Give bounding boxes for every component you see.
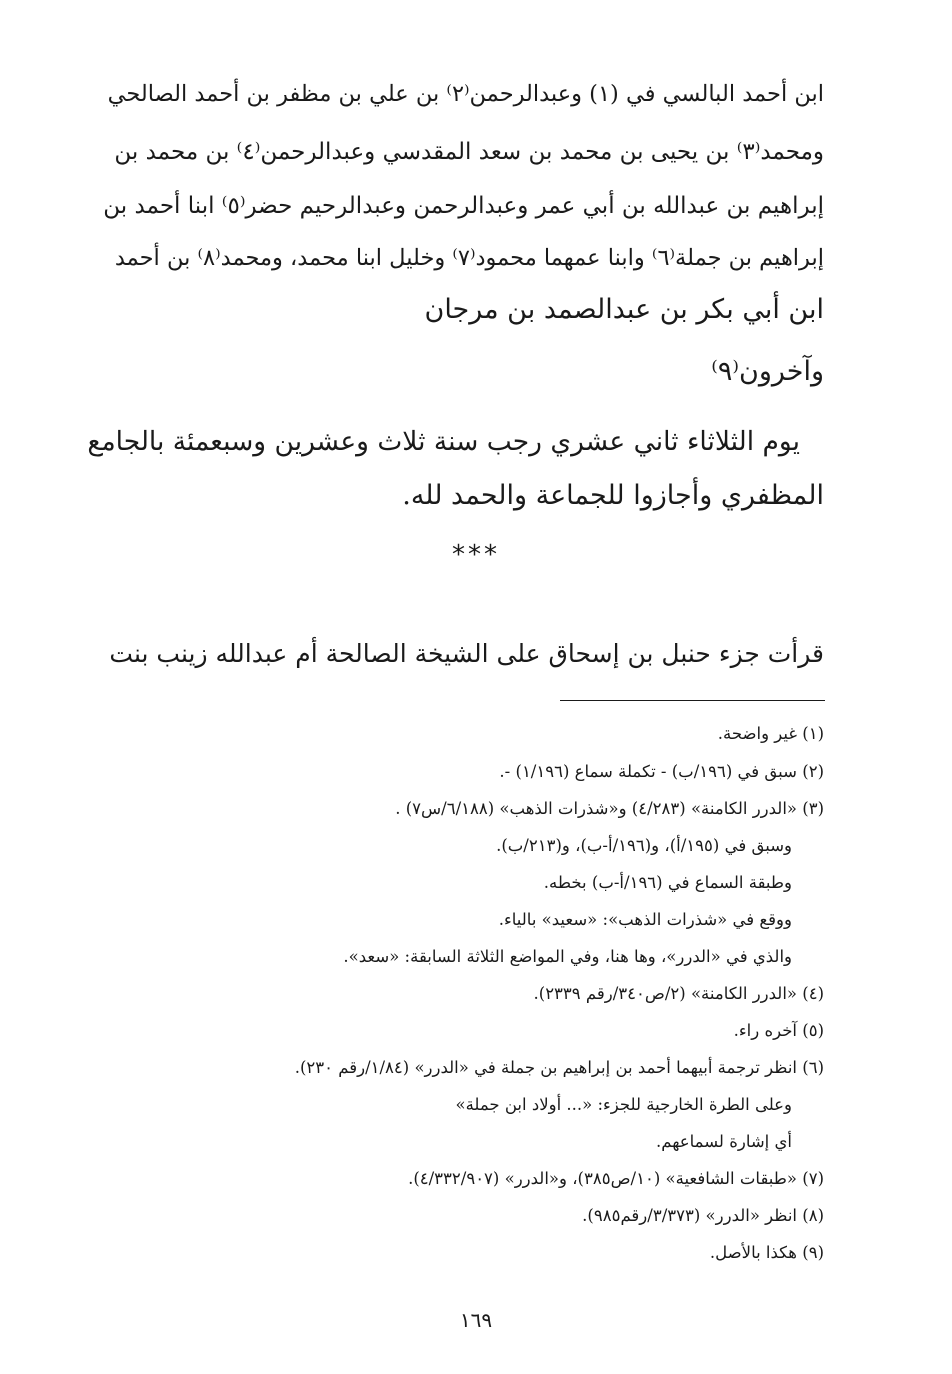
body-line-1: ابن أحمد البالسي في (١) وعبدالرحمن⁽٢⁾ بن علي بن مظفر بن أحمد الصالحي bbox=[107, 81, 824, 107]
footnote-4: (٤) «الدرر الكامنة» (٢/ص٣٤٠/رقم ٢٣٣٩). bbox=[533, 984, 824, 1003]
footnote-3-continued-2: وطبقة السماع في (١٩٦/أ-ب) بخطه. bbox=[543, 873, 792, 892]
body-line-3: إبراهيم بن عبدالله بن أبي عمر وعبدالرحمن وعبدالرحيم حضر⁽٥⁾ ابنا أحمد بن bbox=[103, 193, 824, 219]
footnote-6: (٦) انظر ترجمة أبيهما أحمد بن إبراهيم بن جملة في «الدرر» (١/٨٤/رقم ٢٣٠). bbox=[294, 1058, 824, 1077]
footnote-separator-rule bbox=[560, 700, 825, 701]
footnote-3-continued-4: والذي في «الدرر»، وها هنا، وفي المواضع الثلاثة السابقة: «سعد». bbox=[343, 947, 792, 966]
body-line-2: ومحمد⁽٣⁾ بن يحيى بن محمد بن سعد المقدسي وعبدالرحمن⁽٤⁾ بن محمد بن bbox=[114, 139, 824, 165]
footnote-7: (٧) «طبقات الشافعية» (١٠/ص٣٨٥)، و«الدرر» (٤/٣٣٢/٩٠٧). bbox=[408, 1169, 824, 1188]
paragraph3-line-1: قرأت جزء حنبل بن إسحاق على الشيخة الصالحة أم عبدالله زينب بنت bbox=[109, 639, 824, 668]
paragraph2-line-2: المظفري وأجازوا للجماعة والحمد لله. bbox=[402, 480, 824, 511]
footnote-3-continued-1: وسبق في (١٩٥/أ)، و(١٩٦/أ-ب)، و(٢١٣/ب). bbox=[496, 836, 792, 855]
footnote-5: (٥) آخره راء. bbox=[733, 1021, 824, 1040]
footnote-9: (٩) هكذا بالأصل. bbox=[709, 1243, 824, 1262]
body-line-4: إبراهيم بن جملة⁽٦⁾ وابنا عمهما محمود⁽٧⁾ وخليل ابنا محمد، ومحمد⁽٨⁾ بن أحمد bbox=[114, 245, 824, 271]
paragraph2-line-1: يوم الثلاثاء ثاني عشري رجب سنة ثلاث وعشرين وسبعمئة بالجامع bbox=[87, 426, 800, 457]
footnote-1: (١) غير واضحة. bbox=[717, 724, 824, 743]
footnote-8: (٨) انظر «الدرر» (٣/٣٧٣/رقم٩٨٥). bbox=[582, 1206, 824, 1225]
footnote-6-continued-2: أي إشارة لسماعهم. bbox=[655, 1132, 792, 1151]
body-line-6: وآخرون⁽٩⁾ bbox=[711, 356, 824, 387]
section-separator-stars: *** bbox=[452, 540, 500, 570]
footnote-2: (٢) سبق في (١٩٦/ب) - تكملة سماع (١/١٩٦) -. bbox=[499, 762, 824, 781]
footnote-6-continued-1: وعلى الطرة الخارجية للجزء: «... أولاد ابن جملة» bbox=[455, 1095, 792, 1114]
body-line-5: ابن أبي بكر بن عبدالصمد بن مرجان bbox=[424, 294, 824, 325]
page-number: ١٦٩ bbox=[459, 1308, 493, 1332]
footnote-3: (٣) «الدرر الكامنة» (٤/٢٨٣) و«شذرات الذهب» (٦/١٨٨/س٧) . bbox=[395, 799, 824, 818]
footnote-3-continued-3: ووقع في «شذرات الذهب»: «سعيد» بالياء. bbox=[498, 910, 792, 929]
